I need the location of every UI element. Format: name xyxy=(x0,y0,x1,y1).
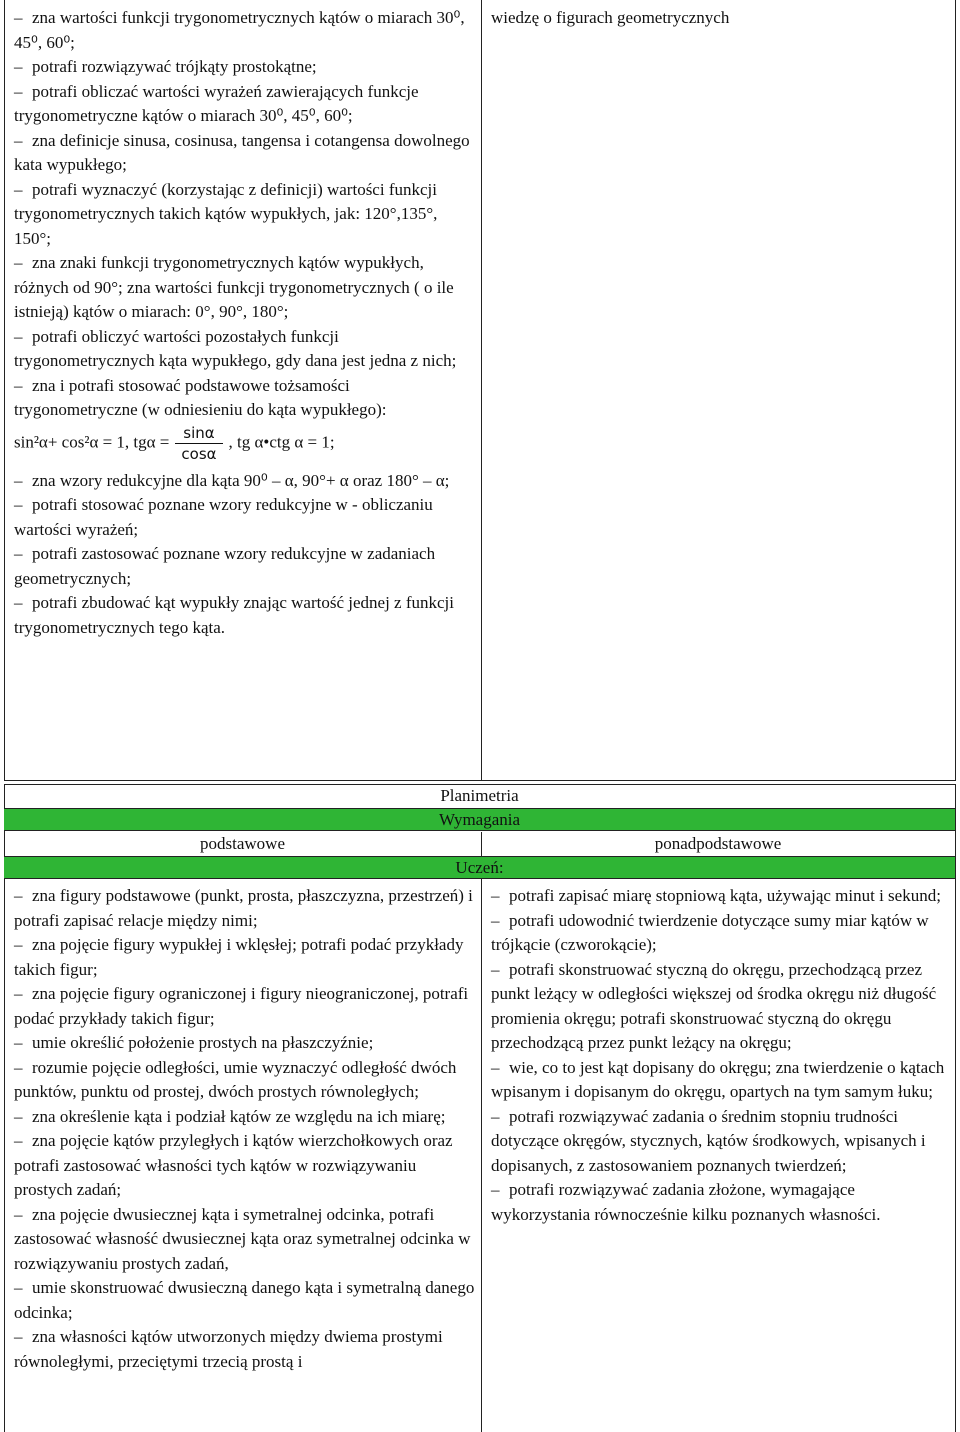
list-item: – zna pojęcie figury wypukłej i wklęsłej; potrafi podać przykłady takich figur; xyxy=(14,935,464,979)
list-item: – zna pojęcie kątów przyległych i kątów wierzchołkowych oraz potrafi zastosować własności tych kątów w rozwiązywaniu prostych zadań; xyxy=(14,1131,453,1199)
top-middle-border xyxy=(481,0,482,781)
list-item: – zna pojęcie dwusiecznej kąta i symetralnej odcinka, potrafi zastosować własność dwusiecznej kąta oraz symetralnej odcinka w rozwiązywaniu prostych zadań, xyxy=(14,1204,471,1273)
list-item: – zna definicje sinusa, cosinusa, tangensa i cotangensa dowolnego kata wypukłego; xyxy=(14,130,470,174)
top-left-cell xyxy=(14,6,474,640)
list-item: – zna wartości funkcji trygonometrycznych kątów o miarach 30⁰, 45⁰, 60⁰; xyxy=(14,8,465,52)
dash-icon: – xyxy=(14,326,23,346)
column-header-ponadpodstawowe: ponadpodstawowe xyxy=(654,834,782,853)
header-column-divider xyxy=(481,832,482,856)
list-item: – potrafi obliczyć wartości pozostałych funkcji trygonometrycznych kąta wypukłego, gdy dana jest jedna z nich; xyxy=(14,326,457,370)
top-right-cell xyxy=(491,6,946,31)
top-left-list xyxy=(14,6,474,423)
column-header-podstawowe: podstawowe xyxy=(200,834,285,853)
list-item: – potrafi rozwiązywać zadania o średnim stopniu trudności dotyczące okręgów, stycznych, kątów środkowych, wpisanych i dopisanych, z zastosowaniem poznanych twierdzeń; xyxy=(491,1106,926,1175)
formula-right: , tg α•ctg α = 1; xyxy=(228,431,335,451)
planimetria-left-cell xyxy=(14,884,476,1374)
list-item: – potrafi udowodnić twierdzenie dotyczące sumy miar kątów w trójkącie (czworokącie); xyxy=(491,910,929,954)
dash-icon: – xyxy=(14,470,23,490)
trig-identity-formula xyxy=(14,423,474,469)
dash-icon: – xyxy=(14,984,23,1003)
formula-fraction xyxy=(175,423,222,464)
formula-left: sin²α+ cos²α = 1, tgα = xyxy=(14,431,170,451)
list-item: – potrafi obliczać wartości wyrażeń zawierających funkcje trygonometryczne kątów o miarach 30⁰, 45⁰, 60⁰; xyxy=(14,81,419,125)
dash-icon: – xyxy=(14,57,23,76)
fraction-numerator: sinα xyxy=(175,423,222,444)
list-item: – wie, co to jest kąt dopisany do okręgu; zna twierdzenie o kątach wpisanym i dopisanym do okręgu, opartych na tym samym łuku; xyxy=(491,1057,945,1101)
dash-icon: – xyxy=(14,130,23,150)
top-left-list-continued xyxy=(14,469,474,641)
dash-icon: – xyxy=(491,1057,500,1077)
list-item: – umie określić położenie prostych na płaszczyźnie; xyxy=(14,1031,476,1056)
dash-icon: – xyxy=(491,959,500,979)
dash-icon: – xyxy=(14,593,23,612)
list-item: – potrafi wyznaczyć (korzystając z definicji) wartości funkcji trygonometrycznych takich kątów wypukłych, jak: 120°,135°, 150°; xyxy=(14,179,438,248)
list-item: – zna i potrafi stosować podstawowe tożsamości trygonometryczne (w odniesieniu do kąta wypukłego): xyxy=(14,375,387,419)
list-item: – potrafi skonstruować styczną do okręgu, przechodzącą przez punkt leżący w odległości większej od środka okręgu niż długość promienia okręgu; potrafi skonstruować styczną do okręgu przechodzącą przez punkt leżący na okręgu; xyxy=(491,959,937,1052)
list-item: – potrafi rozwiązywać zadania złożone, wymagające wykorzystania równocześnie kilku poznanych własności. xyxy=(491,1180,881,1224)
list-item: – zna figury podstawowe (punkt, prosta, płaszczyzna, przestrzeń) i potrafi zapisać relacje między nimi; xyxy=(14,886,473,930)
list-item: – zna określenie kąta i podział kątów ze względu na ich miarę; xyxy=(14,1105,476,1130)
dash-icon: – xyxy=(14,8,23,27)
dash-icon: – xyxy=(14,886,23,905)
dash-icon: – xyxy=(14,1057,23,1077)
uczen-label: Uczeń: xyxy=(455,858,504,877)
planimetria-title: Planimetria xyxy=(440,786,519,805)
list-item: – potrafi stosować poznane wzory redukcyjne w - obliczaniu wartości wyrażeń; xyxy=(14,495,433,539)
dash-icon: – xyxy=(14,81,23,101)
top-right-border xyxy=(955,0,956,781)
dash-icon: – xyxy=(491,910,500,930)
dash-icon: – xyxy=(14,1106,23,1126)
dash-icon: – xyxy=(14,1204,23,1224)
top-left-border xyxy=(4,0,5,781)
top-bottom-border xyxy=(4,780,956,781)
body-column-divider xyxy=(481,879,482,1432)
dash-icon: – xyxy=(14,495,23,514)
list-item: – zna pojęcie figury ograniczonej i figury nieograniczonej, potrafi podać przykłady takich figur; xyxy=(14,984,469,1028)
dash-icon: – xyxy=(14,1278,23,1297)
dash-icon: – xyxy=(491,1180,500,1199)
list-item: – rozumie pojęcie odległości, umie wyznaczyć odległość dwóch punktów, punktu od prostej, dwóch prostych równoległych; xyxy=(14,1057,457,1101)
list-item: – potrafi zapisać miarę stopniową kąta, używając minut i sekund; xyxy=(491,884,947,909)
dash-icon: – xyxy=(14,253,23,272)
planimetria-left-border xyxy=(4,784,5,1432)
dash-icon: – xyxy=(14,544,23,563)
dash-icon: – xyxy=(14,375,23,395)
list-item: – zna znaki funkcji trygonometrycznych kątów wypukłych, różnych od 90°; zna wartości funkcji trygonometrycznych ( o ile istnieją) kątów o miarach: 0°, 90°, 180°; xyxy=(14,253,454,321)
dash-icon: – xyxy=(14,1033,23,1052)
list-item: – potrafi zastosować poznane wzory redukcyjne w zadaniach geometrycznych; xyxy=(14,544,436,588)
fraction-denominator: cosα xyxy=(181,444,217,463)
list-item: – zna wzory redukcyjne dla kąta 90⁰ – α, 90°+ α oraz 180° – α; xyxy=(14,469,474,494)
list-item: – potrafi rozwiązywać trójkąty prostokątne; xyxy=(14,55,474,80)
dash-icon: – xyxy=(14,1131,23,1150)
dash-icon: – xyxy=(14,179,23,199)
wymagania-label: Wymagania xyxy=(438,810,521,829)
list-item: – zna własności kątów utworzonych między dwiema prostymi równoległymi, przeciętymi trzecią prostą i xyxy=(14,1327,443,1371)
top-right-text: wiedzę o figurach geometrycznych xyxy=(491,8,730,27)
list-item: – potrafi zbudować kąt wypukły znając wartość jednej z funkcji trygonometrycznych tego kąta. xyxy=(14,593,455,637)
list-item: – umie skonstruować dwusieczną danego kąta i symetralną danego odcinka; xyxy=(14,1278,475,1322)
dash-icon: – xyxy=(14,935,23,954)
dash-icon: – xyxy=(491,886,500,905)
planimetria-right-border xyxy=(955,784,956,1432)
planimetria-right-cell xyxy=(491,884,947,1227)
dash-icon: – xyxy=(491,1106,500,1126)
dash-icon: – xyxy=(14,1327,23,1346)
